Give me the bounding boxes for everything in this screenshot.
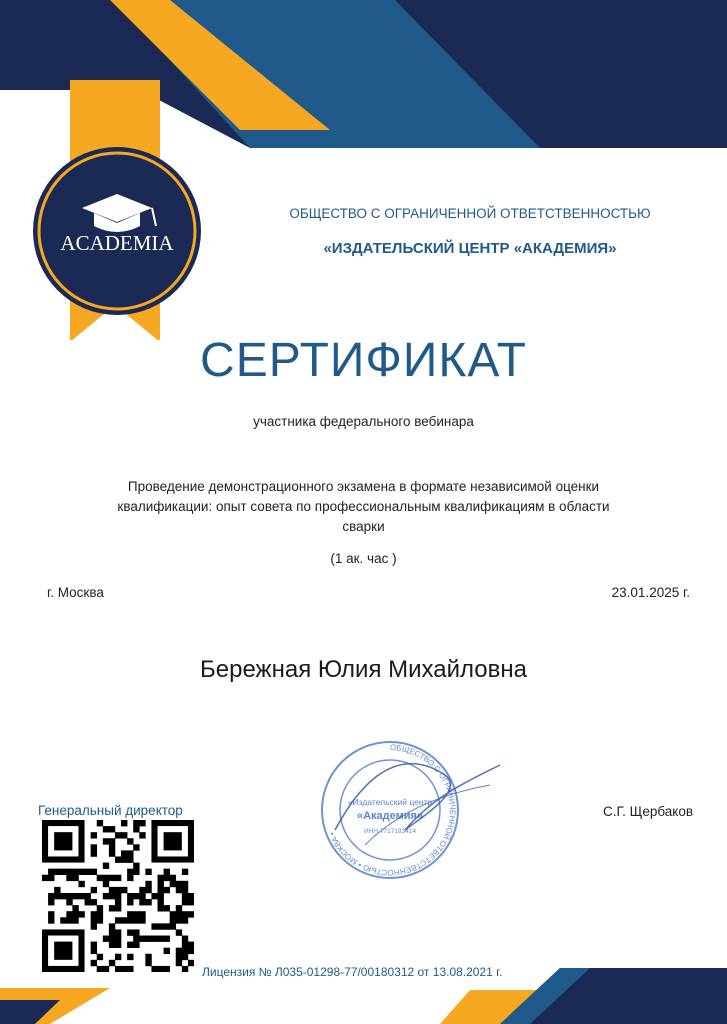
qr-module bbox=[60, 869, 66, 875]
qr-module bbox=[115, 856, 121, 862]
qr-module bbox=[121, 832, 127, 838]
qr-module bbox=[176, 887, 182, 893]
academia-logo bbox=[32, 146, 202, 316]
signatory-name: С.Г. Щербаков bbox=[603, 804, 694, 819]
webinar-topic: Проведение демонстрационного экзамена в формате независимой оценки квалификации: опыт совета по профессиональным квалификациям в области сварки bbox=[117, 479, 610, 534]
qr-module bbox=[121, 856, 127, 862]
qr-module bbox=[97, 917, 103, 923]
qr-module bbox=[158, 893, 164, 899]
qr-module bbox=[139, 936, 145, 942]
qr-module bbox=[91, 942, 97, 948]
qr-module bbox=[170, 881, 176, 887]
qr-module bbox=[109, 826, 115, 832]
qr-module bbox=[145, 887, 151, 893]
qr-module bbox=[103, 863, 109, 869]
qr-module bbox=[133, 893, 139, 899]
webinar-hours: (1 ак. час ) bbox=[330, 551, 397, 566]
qr-module bbox=[133, 869, 139, 875]
qr-module bbox=[97, 905, 103, 911]
qr-module bbox=[109, 844, 115, 850]
qr-module bbox=[127, 893, 133, 899]
qr-module bbox=[115, 832, 121, 838]
qr-module bbox=[91, 948, 97, 954]
qr-module bbox=[97, 820, 103, 826]
qr-module bbox=[115, 942, 121, 948]
qr-module bbox=[91, 832, 97, 838]
qr-module bbox=[145, 936, 151, 942]
qr-module bbox=[182, 911, 188, 917]
qr-module bbox=[72, 893, 78, 899]
stamp-inn: ИНН 7717183414 bbox=[363, 828, 417, 835]
qr-module bbox=[164, 905, 170, 911]
qr-module bbox=[91, 917, 97, 923]
qr-module bbox=[158, 899, 164, 905]
qr-module bbox=[91, 911, 97, 917]
qr-module bbox=[115, 887, 121, 893]
qr-module bbox=[176, 905, 182, 911]
qr-module bbox=[109, 929, 115, 935]
org-name: «ИЗДАТЕЛЬСКИЙ ЦЕНТР «АКАДЕМИЯ» bbox=[323, 240, 617, 257]
qr-module bbox=[182, 899, 188, 905]
certificate-title: СЕРТИФИКАТ bbox=[200, 334, 527, 387]
qr-code-image bbox=[42, 820, 194, 972]
qr-module bbox=[97, 911, 103, 917]
qr-module bbox=[127, 899, 133, 905]
qr-module bbox=[109, 838, 115, 844]
qr-module bbox=[121, 917, 127, 923]
qr-module bbox=[115, 936, 121, 942]
qr-module bbox=[115, 917, 121, 923]
qr-module bbox=[91, 850, 97, 856]
qr-module bbox=[66, 899, 72, 905]
signatory-role: Генеральный директор bbox=[38, 803, 183, 818]
qr-module bbox=[139, 832, 145, 838]
qr-module bbox=[127, 856, 133, 862]
license-text: Лицензия № Л035-01298-77/00180312 от 13.08.2021 г. bbox=[202, 965, 503, 979]
stamp-line2: «Академия» bbox=[356, 810, 424, 822]
qr-module bbox=[139, 917, 145, 923]
recipient-name: Бережная Юлия Михайловна bbox=[200, 656, 527, 683]
qr-module bbox=[85, 899, 91, 905]
qr-module bbox=[109, 893, 115, 899]
qr-module bbox=[78, 911, 84, 917]
qr-module bbox=[60, 893, 66, 899]
qr-module bbox=[103, 936, 109, 942]
qr-code[interactable] bbox=[42, 820, 194, 972]
qr-module bbox=[66, 911, 72, 917]
qr-module bbox=[78, 893, 84, 899]
qr-module bbox=[133, 942, 139, 948]
company-stamp bbox=[305, 735, 505, 885]
qr-module bbox=[115, 899, 121, 905]
qr-module bbox=[127, 850, 133, 856]
qr-module bbox=[115, 875, 121, 881]
qr-module bbox=[103, 881, 109, 887]
qr-module bbox=[158, 887, 164, 893]
qr-module bbox=[127, 838, 133, 844]
qr-module bbox=[182, 917, 188, 923]
qr-module bbox=[127, 917, 133, 923]
qr-module bbox=[133, 917, 139, 923]
logo-text: ACADEMIA bbox=[60, 231, 174, 255]
qr-module bbox=[170, 917, 176, 923]
qr-module bbox=[109, 850, 115, 856]
qr-module bbox=[60, 917, 66, 923]
qr-module bbox=[54, 893, 60, 899]
qr-module bbox=[133, 936, 139, 942]
qr-module bbox=[139, 911, 145, 917]
qr-module bbox=[182, 869, 188, 875]
qr-module bbox=[182, 942, 188, 948]
qr-module bbox=[103, 875, 109, 881]
city: г. Москва bbox=[47, 585, 104, 600]
qr-module bbox=[109, 875, 115, 881]
qr-module bbox=[164, 923, 170, 929]
qr-module bbox=[48, 893, 54, 899]
qr-module bbox=[164, 875, 170, 881]
qr-module bbox=[85, 869, 91, 875]
qr-module bbox=[170, 923, 176, 929]
qr-module bbox=[158, 875, 164, 881]
qr-module bbox=[151, 923, 157, 929]
qr-module bbox=[48, 869, 54, 875]
qr-module bbox=[176, 917, 182, 923]
qr-module bbox=[145, 899, 151, 905]
qr-finder-pattern bbox=[151, 820, 194, 863]
qr-module bbox=[164, 887, 170, 893]
qr-module bbox=[103, 893, 109, 899]
qr-module bbox=[188, 899, 194, 905]
qr-module bbox=[115, 893, 121, 899]
org-type: ОБЩЕСТВО С ОГРАНИЧЕННОЙ ОТВЕТСТВЕННОСТЬЮ bbox=[289, 206, 651, 221]
qr-module bbox=[182, 936, 188, 942]
qr-module bbox=[85, 893, 91, 899]
qr-module bbox=[91, 887, 97, 893]
qr-module bbox=[158, 936, 164, 942]
qr-module bbox=[176, 929, 182, 935]
qr-module bbox=[91, 899, 97, 905]
qr-module bbox=[139, 887, 145, 893]
qr-module bbox=[72, 911, 78, 917]
qr-module bbox=[72, 917, 78, 923]
qr-module bbox=[127, 875, 133, 881]
qr-module bbox=[66, 869, 72, 875]
qr-module bbox=[176, 948, 182, 954]
qr-module bbox=[133, 826, 139, 832]
qr-module bbox=[48, 911, 54, 917]
qr-module bbox=[42, 875, 48, 881]
qr-module bbox=[176, 911, 182, 917]
qr-module bbox=[91, 923, 97, 929]
qr-module bbox=[91, 844, 97, 850]
qr-module bbox=[109, 942, 115, 948]
qr-module bbox=[188, 948, 194, 954]
qr-module bbox=[182, 887, 188, 893]
qr-module bbox=[97, 875, 103, 881]
qr-module bbox=[170, 875, 176, 881]
qr-module bbox=[188, 911, 194, 917]
date: 23.01.2025 г. bbox=[611, 585, 690, 600]
qr-module bbox=[139, 820, 145, 826]
qr-module bbox=[139, 899, 145, 905]
qr-finder-pattern bbox=[42, 820, 85, 863]
qr-module bbox=[48, 875, 54, 881]
qr-module bbox=[176, 881, 182, 887]
qr-module bbox=[182, 893, 188, 899]
qr-module bbox=[121, 850, 127, 856]
qr-module bbox=[127, 869, 133, 875]
qr-module bbox=[158, 923, 164, 929]
qr-module bbox=[72, 905, 78, 911]
qr-module bbox=[133, 863, 139, 869]
qr-module bbox=[133, 820, 139, 826]
qr-module bbox=[121, 887, 127, 893]
qr-module bbox=[115, 905, 121, 911]
qr-module bbox=[145, 881, 151, 887]
qr-module bbox=[182, 948, 188, 954]
qr-module bbox=[164, 936, 170, 942]
qr-module bbox=[121, 820, 127, 826]
qr-module bbox=[103, 838, 109, 844]
qr-module bbox=[66, 893, 72, 899]
qr-module bbox=[109, 905, 115, 911]
qr-module bbox=[78, 869, 84, 875]
qr-module bbox=[115, 929, 121, 935]
qr-module bbox=[72, 869, 78, 875]
qr-module bbox=[151, 893, 157, 899]
qr-module bbox=[48, 899, 54, 905]
qr-module bbox=[145, 869, 151, 875]
qr-module bbox=[109, 936, 115, 942]
qr-module bbox=[188, 942, 194, 948]
qr-module bbox=[54, 869, 60, 875]
qr-module bbox=[109, 887, 115, 893]
qr-module bbox=[66, 917, 72, 923]
qr-module bbox=[127, 929, 133, 935]
qr-module bbox=[109, 923, 115, 929]
qr-module bbox=[139, 893, 145, 899]
qr-module bbox=[133, 844, 139, 850]
qr-module bbox=[158, 881, 164, 887]
qr-module bbox=[54, 887, 60, 893]
qr-module bbox=[164, 869, 170, 875]
qr-module bbox=[133, 929, 139, 935]
qr-module bbox=[48, 917, 54, 923]
qr-module bbox=[164, 948, 170, 954]
qr-module bbox=[66, 875, 72, 881]
qr-module bbox=[151, 936, 157, 942]
qr-module bbox=[133, 911, 139, 917]
stamp-line1: «Издательский центр bbox=[347, 797, 433, 807]
qr-module bbox=[127, 942, 133, 948]
qr-module bbox=[78, 881, 84, 887]
qr-module bbox=[91, 869, 97, 875]
qr-module bbox=[188, 893, 194, 899]
stamp-ring-text: ОБЩЕСТВО С ОГРАНИЧЕННОЙ ОТВЕТСТВЕННОСТЬЮ • МОСКВА • bbox=[327, 742, 458, 878]
qr-module bbox=[170, 911, 176, 917]
qr-module bbox=[127, 911, 133, 917]
qr-module bbox=[72, 875, 78, 881]
certificate-subtitle: участника федерального вебинара bbox=[253, 414, 474, 429]
qr-module bbox=[182, 881, 188, 887]
qr-module bbox=[103, 826, 109, 832]
qr-module bbox=[158, 905, 164, 911]
